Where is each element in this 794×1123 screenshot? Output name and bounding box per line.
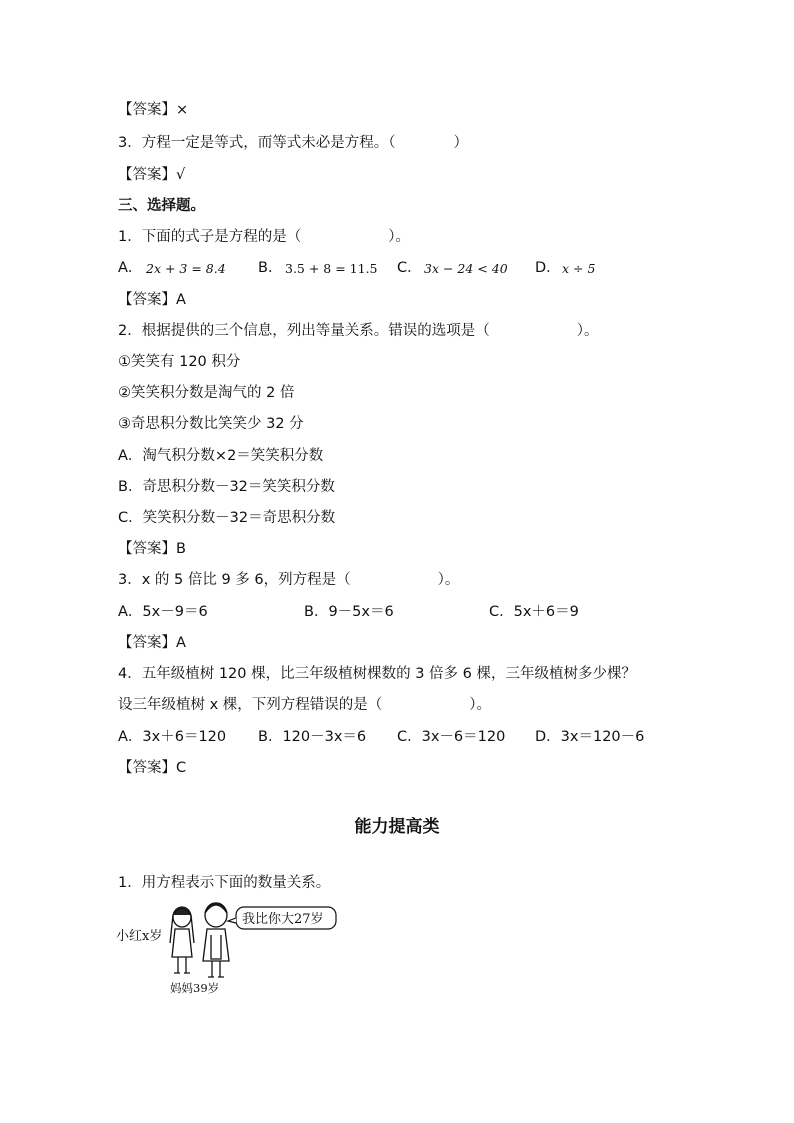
option-b: B．奇思积分数－32＝笑笑积分数	[118, 479, 335, 495]
answer-line: 【答案】A	[118, 635, 186, 651]
girl-age-label: 小红x岁	[116, 929, 163, 944]
option-a: A．5x－9＝6	[118, 604, 208, 620]
option-d-expr: x ÷ 5	[562, 261, 596, 276]
option-b: B．9－5x＝6	[304, 604, 394, 620]
section-title: 能力提高类	[354, 817, 440, 837]
option-b-expr: 3.5 + 8 = 11.5	[285, 261, 378, 276]
option-a-expr: 2x + 3 = 8.4	[146, 261, 226, 276]
mother-age-label: 妈妈39岁	[170, 981, 220, 995]
option-c-label: C．	[397, 260, 422, 276]
info-item: ③奇思积分数比笑笑少 32 分	[118, 416, 304, 432]
option-b-label: B．	[258, 260, 283, 276]
option-d-label: D．	[535, 260, 561, 276]
question-text: 3．x 的 5 倍比 9 多 6，列方程是（ ）。	[118, 572, 460, 588]
info-item: ②笑笑积分数是淘气的 2 倍	[118, 385, 295, 401]
option-a: A．淘气积分数×2＝笑笑积分数	[118, 448, 324, 464]
info-item: ①笑笑有 120 积分	[118, 354, 241, 370]
answer-line: 【答案】B	[118, 541, 186, 557]
mother-figure	[203, 903, 229, 977]
option-a-label: A．	[118, 260, 143, 276]
question-text: 2．根据提供的三个信息，列出等量关系。错误的选项是（ ）。	[118, 323, 599, 339]
option-d: D．3x＝120－6	[535, 729, 645, 745]
option-c-expr: 3x − 24 < 40	[424, 261, 508, 276]
question-text: 3．方程一定是等式，而等式未必是方程。（ ）	[118, 135, 468, 151]
question-text: 设三年级植树 x 棵，下列方程错误的是（ ）。	[118, 697, 492, 713]
answer-line: 【答案】A	[118, 292, 186, 308]
option-a: A．3x＋6＝120	[118, 729, 227, 745]
option-c: C．笑笑积分数－32＝奇思积分数	[118, 510, 336, 526]
option-c: C．3x－6＝120	[397, 729, 506, 745]
speech-text: 我比你大27岁	[242, 912, 324, 927]
answer-line: 【答案】C	[118, 760, 187, 776]
question-text: 1．下面的式子是方程的是（ ）。	[118, 229, 410, 245]
answer-line: 【答案】√	[118, 167, 186, 183]
answer-line: 【答案】×	[118, 102, 189, 118]
option-b: B．120－3x＝6	[258, 729, 367, 745]
mother-daughter-illustration	[112, 895, 352, 995]
section-heading: 三、选择题。	[118, 198, 205, 214]
option-c: C．5x＋6＝9	[489, 604, 579, 620]
question-text: 4．五年级植树 120 棵，比三年级植树棵数的 3 倍多 6 棵，三年级植树多少棵？	[118, 666, 637, 682]
question-text: 1．用方程表示下面的数量关系。	[118, 875, 331, 891]
girl-figure	[170, 907, 194, 973]
speech-bubble	[228, 907, 336, 929]
